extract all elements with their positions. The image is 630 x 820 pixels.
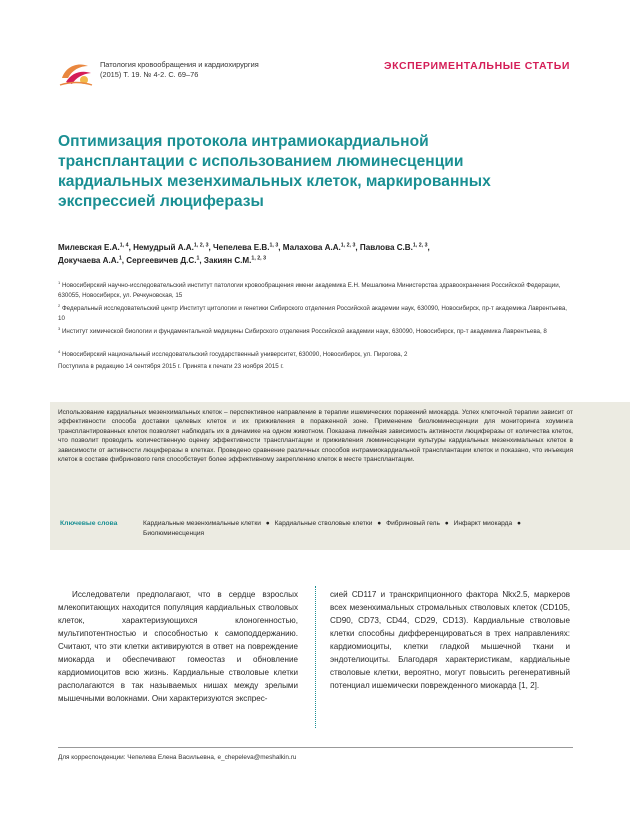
section-label: ЭКСПЕРИМЕНТАЛЬНЫЕ СТАТЬИ [384, 60, 570, 72]
journal-info [100, 60, 300, 80]
author-affiliation-marker: 1, 2, 3 [251, 254, 267, 261]
author-affiliation-marker: 1, 4 [119, 242, 129, 249]
affiliation-text: Федеральный исследовательский центр Институт цитологии и генетики Сибирского отделения Российской академии наук, 630090, Новосибирск, пр-т академика Лаврентьева, 10 [58, 305, 568, 322]
affiliation-marker: 3 [58, 325, 61, 331]
keyword-separator: ● [444, 520, 449, 527]
author-name: Закиян С.М. [203, 255, 252, 265]
keyword: Биолюминесценция [143, 530, 205, 537]
author-name: Немудрый А.А. [133, 243, 194, 252]
affiliation-marker: 1 [58, 279, 61, 285]
affiliation-text: Институт химической биологии и фундаментальной медицины Сибирского отделения Российской академии наук, 630090, Новосибирск, пр-т академика Лаврентьева, 8 [61, 328, 547, 335]
affiliation-1 [58, 281, 573, 300]
author-name: Докучаева А.А. [58, 255, 119, 265]
article-title: Оптимизация протокола интрамиокардиальной трансплантации с использованием люминесценции кардиальных мезенхимальных клеток, маркированных экспрессией люциферазы [58, 133, 491, 210]
keyword-separator: ● [377, 520, 382, 527]
affiliation-text: Новосибирский научно-исследовательский институт патологии кровообращения имени академика Е.Н. Мешалкина Министерства здравоохранения Российской Федерации, 630055, Новосибирск, ул. Речкуновская, 15 [58, 282, 561, 299]
keywords-label: Ключевые слова [60, 520, 118, 527]
keyword-separator: ● [265, 520, 270, 527]
affiliation-2 [58, 304, 573, 323]
author-name: Павлова С.В. [359, 243, 413, 252]
journal-name: Патология кровообращения и кардиохирургия [100, 60, 259, 69]
affiliation-marker: 2 [58, 302, 61, 308]
abstract-text: Использование кардиальных мезенхимальных клеток – перспективное направление в терапии ишемических поражений миокарда. Успех клеточной терапии зависит от эффективности способа доставки целевых клеток и их приживления в пораженной зоне. Применение биолюминесценции для мониторинга хоуминга трансплантированных клеток позволяет наблюдать их в динамике на одном животном. Показана линейная зависимость активности люциферазы от количества клеток, что позволит проводить количественную оценку эффективности трансплантации и приживления люминесценции культуры кардиальных мезенхимальных клеток в зависимости от активности люциферазы в клетках. Проведено сравнение различных способов интрамиокардиальной трансплантации клеток и показано, что инъекция клеток в составе фибринового геля способствует более эффективному закреплению клеток в месте трансплантации. [58, 409, 573, 464]
author-affiliation-marker: 1, 2, 3 [340, 242, 356, 249]
affiliation-text: Новосибирский национальный исследовательский государственный университет, 630090, Новосибирск, ул. Пирогова, 2 [61, 351, 408, 358]
correspondence-note: Для корреспонденции: Чепелева Елена Васильевна, e_chepeleva@meshalkin.ru [58, 754, 297, 761]
keyword: Кардиальные мезенхимальные клетки [143, 520, 261, 527]
author-affiliation-marker: 1, 2, 3 [412, 242, 428, 249]
keyword: Инфаркт миокарда [453, 520, 513, 527]
affiliation-4 [58, 350, 573, 360]
footer-rule [58, 747, 573, 748]
author-line-1: Милевская Е.А.$^{1, 4}$, Немудрый А.А.$^{1, 2, 3}$, Чепелева Е.В.$^{1, 3}$, Малахова А.А.$^{1, 2, 3}$, Павлова С.В.$^{1, 2, 3}$, [58, 242, 430, 252]
author-name: Чепелева Е.В. [213, 243, 270, 252]
affiliation-marker: 4 [58, 348, 61, 354]
submission-dates: Поступила в редакцию 14 сентября 2015 г. Принята к печати 23 ноября 2015 г. [58, 363, 284, 370]
column-divider [315, 586, 316, 728]
affiliation-3 [58, 327, 573, 337]
body-column-right: сией CD117 и транскрипционного фактора Nkx2.5, маркеров всех мезенхимальных стромальных стволовых клеток (CD105, CD90, CD73, CD44, CD29, CD13). Кардиальные стволовые клетки способны дифференцироваться в трех направлениях: кардиомиоциты, клетки гладкой мышечной ткани и эндотелиоциты. Благодаря характеристикам, кардиальные стволовые клетки, вероятно, могут повысить регенеративный потенциал ишемически поврежденного миокарда [1, 2]. [330, 590, 570, 690]
author-affiliation-marker: 1, 2, 3 [193, 242, 209, 249]
keywords-list [143, 519, 573, 539]
author-affiliation-marker: 1 [118, 254, 122, 261]
author-list [58, 242, 573, 267]
keyword-separator: ● [517, 520, 522, 527]
keyword: Фибриновый гель [386, 520, 440, 527]
journal-issue: (2015) Т. 19. № 4-2. С. 69–76 [100, 70, 199, 79]
author-affiliation-marker: 1 [196, 254, 200, 261]
author-affiliation-marker: 1, 3 [269, 242, 279, 249]
author-name: Милевская Е.А. [58, 243, 120, 252]
author-name: Сергеевичев Д.С. [126, 255, 197, 265]
author-name: Малахова А.А. [282, 243, 341, 252]
body-column-left: Исследователи предполагают, что в сердце взрослых млекопитающих находится популяция кардиальных стволовых клеток, характеризующихся клоногенностью, мультипотентностью и способностью к самоподдержанию. Считают, что эти клетки активируются в ответ на повреждение миокарда и обеспечивают гомеостаз и обновление кардиомиоцитов всю жизнь. Кардиальные стволовые клетки располагаются в так называемых нишах между зрелыми мышечными волокнами. Они характеризуются экспрес- [58, 590, 298, 703]
keyword: Кардиальные стволовые клетки [274, 520, 373, 527]
author-line-2: Докучаева А.А.$^1$, Сергеевичев Д.С.$^1$, Закиян С.М.$^{1, 2, 3}$ [58, 254, 267, 265]
journal-logo [58, 58, 94, 88]
